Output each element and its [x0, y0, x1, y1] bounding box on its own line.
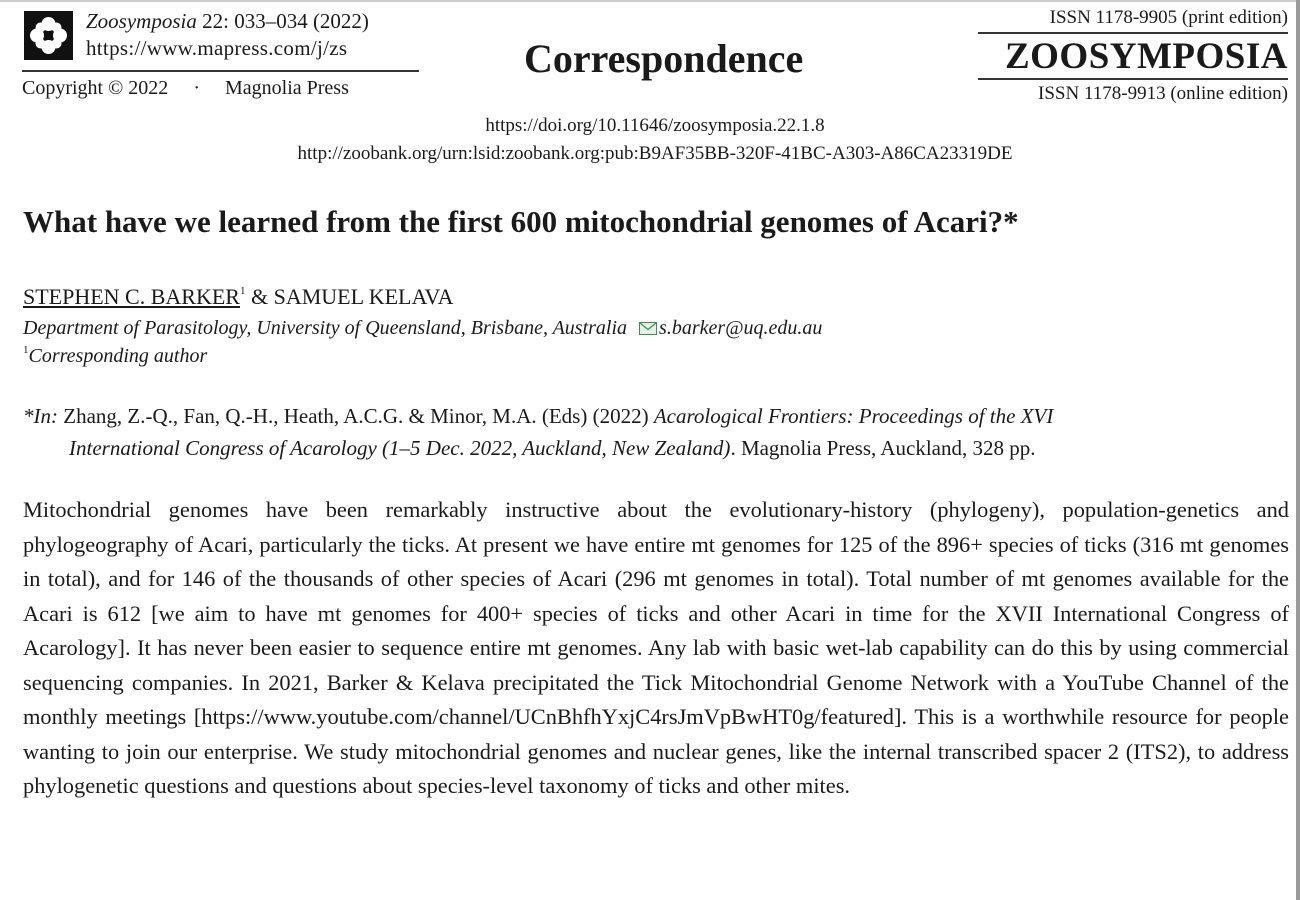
author-1-link[interactable]: STEPHEN C. BARKER [23, 284, 240, 309]
page-top-edge [0, 0, 1300, 2]
proceedings-citation [23, 400, 1289, 464]
corresponding-note: $^1$Corresponding author [23, 344, 208, 367]
author-line [23, 282, 454, 312]
issn-print: ISSN 1178-9905 (print edition) [1049, 7, 1288, 28]
issn-online: ISSN 1178-9913 (online edition) [1038, 83, 1288, 104]
publisher-logo-icon [24, 11, 73, 60]
author-2: & SAMUEL KELAVA [245, 284, 454, 309]
copyright-line: Copyright © 2022 · Magnolia Press [22, 77, 349, 99]
proceedings-citation-line-2: International Congress of Acarology (1–5 Dec. 2022, Auckland, New Zealand). Magnolia Press, Auckland, 328 pp. [69, 436, 1036, 460]
affiliation: Department of Parasitology, University of Queensland, Brisbane, Australia [23, 317, 628, 339]
author-1-affil-marker: 1 [239, 285, 246, 297]
email-link[interactable]: s.barker@uq.edu.au [659, 317, 823, 339]
journal-issue: Zoosymposia 22: 033–034 (2022) [86, 9, 369, 33]
masthead-rule-bottom [978, 78, 1288, 80]
doi-link[interactable]: https://doi.org/10.11646/zoosymposia.22.1.8 [485, 115, 825, 136]
masthead-rule-top [978, 32, 1288, 34]
proceedings-citation-line-1: *In: Zhang, Z.-Q., Fan, Q.-H., Heath, A.C.G. & Minor, M.A. (Eds) (2022) Acarological Frontiers: Proceedings of the XVI [23, 404, 1054, 428]
section-heading: Correspondence [524, 36, 804, 81]
journal-citation-block [86, 8, 369, 62]
journal-masthead [978, 6, 1288, 106]
affiliation-line [23, 314, 822, 342]
journal-name: ZOOSYMPOSIA [1004, 36, 1288, 77]
article-title: What have we learned from the first 600 mitochondrial genomes of Acari?* [23, 204, 1019, 239]
email-icon [639, 315, 657, 328]
header-left-rule [22, 70, 419, 72]
body-paragraph: Mitochondrial genomes have been remarkably instructive about the evolutionary-history (phylogeny), population-genetics and phylogeography of Acari, particularly the ticks. At present we have entire mt genomes for 125 of the 896+ species of ticks (316 mt genomes in total), and for 146 of the thousands of other species of Acari (296 mt genomes in total). Total number of mt genomes available for the Acari is 612 [we aim to have mt genomes for 400+ species of ticks and other Acari in time for the XVII International Congress of Acarology]. It has never been easier to sequence entire mt genomes. Any lab with basic wet-lab capability can do this by using commercial sequencing companies. In 2021, Barker & Kelava precipitated the Tick Mitochondrial Genome Network with a YouTube Channel of the monthly meetings [https://www.youtube.com/channel/UCnBhfhYxjC4rsJmVpBwHT0g/featured]. This is a worthwhile resource for people wanting to join our enterprise. We study mitochondrial genomes and nuclear genes, like the internal transcribed spacer 2 (ITS2), to address phylogenetic questions and questions about species-level taxonomy of ticks and other mites. [23, 497, 1289, 798]
journal-url-link[interactable]: https://www.mapress.com/j/zs [86, 36, 348, 60]
zoobank-link[interactable]: http://zoobank.org/urn:lsid:zoobank.org:pub:B9AF35BB-320F-41BC-A303-A86CA23319DE [297, 143, 1013, 164]
in-label: *In: [23, 404, 58, 428]
